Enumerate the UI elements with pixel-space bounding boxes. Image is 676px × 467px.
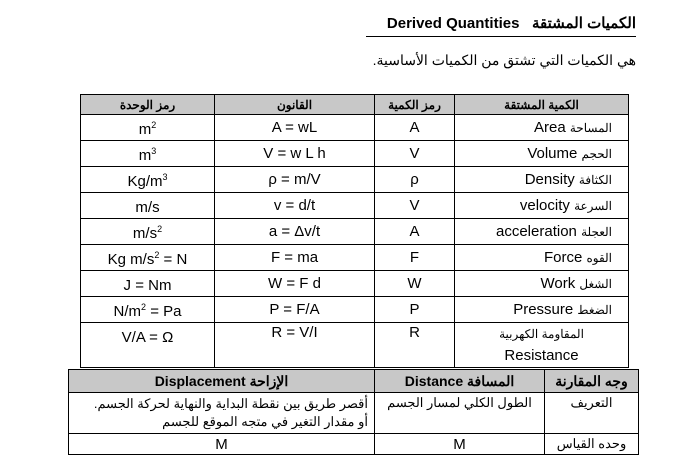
unit-cell [81, 193, 215, 219]
quantity-arabic: المساحة [569, 120, 612, 135]
law-cell: R = V/I [215, 323, 375, 368]
symbol-cell: W [375, 271, 455, 297]
quantity-english: Pressure [513, 300, 574, 318]
quantity-cell [455, 323, 629, 368]
unit-tail: = N [159, 251, 188, 268]
quantity-arabic: الشغل [579, 276, 612, 291]
quantity-cell [455, 245, 629, 271]
row-label-definition: التعريف [545, 393, 639, 434]
quantity-english: Work [540, 274, 576, 292]
table-row [69, 393, 639, 434]
table-row [81, 167, 629, 193]
quantity-english: Volume [527, 144, 578, 162]
header-displacement-ar: الإزاحة [249, 372, 289, 389]
unit-base: N/m [113, 303, 142, 320]
distance-definition: الطول الكلي لمسار الجسم [375, 393, 545, 434]
law-cell: A = wL [215, 115, 375, 141]
unit-base: m/s [132, 225, 158, 242]
table-row [81, 297, 629, 323]
unit-cell [81, 297, 215, 323]
symbol-cell: ρ [375, 167, 455, 193]
comparison-header-row [69, 370, 639, 393]
header-symbol: رمز الكمية [375, 95, 455, 115]
unit-exponent: 2 [154, 250, 160, 260]
table-row [81, 219, 629, 245]
header-distance-en: Distance [404, 372, 464, 389]
table-row [81, 141, 629, 167]
unit-base: V/A = Ω [121, 329, 174, 346]
quantity-english: velocity [519, 196, 570, 214]
unit-cell [81, 323, 215, 368]
symbol-cell: V [375, 193, 455, 219]
quantity-cell [455, 141, 629, 167]
unit-exponent: 2 [151, 120, 157, 130]
table-header-row [81, 95, 629, 115]
page-title [366, 14, 636, 37]
quantity-arabic: المقاومة الكهربية [499, 327, 584, 341]
unit-tail: = Pa [146, 303, 182, 320]
unit-exponent: 3 [151, 146, 157, 156]
quantity-arabic: السرعة [574, 198, 612, 213]
unit-base: Kg/m [127, 173, 163, 190]
unit-base: Kg m/s [107, 251, 155, 268]
symbol-cell: A [375, 115, 455, 141]
displacement-definition-line1: أقصر طريق بين نقطة البداية والنهاية لحركة الجسم. [93, 396, 368, 411]
table-row [81, 245, 629, 271]
displacement-definition-line2: أو مقدار التغير في متجه الموقع للجسم [162, 414, 368, 429]
quantity-cell [455, 271, 629, 297]
unit-base: m [138, 147, 152, 164]
quantity-arabic: الضغط [577, 302, 612, 317]
law-cell: F = ma [215, 245, 375, 271]
unit-cell [81, 141, 215, 167]
unit-exponent: 2 [141, 302, 147, 312]
table-row [81, 271, 629, 297]
quantity-cell [455, 115, 629, 141]
unit-base: J = Nm [123, 277, 172, 294]
header-distance [375, 370, 545, 393]
unit-base: m [138, 121, 152, 138]
header-quantity: الكمية المشتقة [455, 95, 629, 115]
symbol-cell: F [375, 245, 455, 271]
quantity-english: Area [534, 118, 566, 136]
displacement-unit: M [69, 434, 375, 455]
symbol-cell: A [375, 219, 455, 245]
quantity-cell [455, 297, 629, 323]
quantity-english: Resistance [504, 347, 579, 364]
symbol-cell: V [375, 141, 455, 167]
title-english: Derived Quantities [386, 15, 520, 32]
law-cell: v = d/t [215, 193, 375, 219]
quantity-cell [455, 219, 629, 245]
quantity-arabic: القوه [586, 250, 612, 265]
row-label-unit: وحده القياس [545, 434, 639, 455]
distance-unit: M [375, 434, 545, 455]
quantity-arabic: الحجم [581, 146, 612, 161]
header-law: القانون [215, 95, 375, 115]
unit-base: m/s [135, 199, 160, 216]
quantity-arabic: العجلة [581, 224, 612, 239]
law-cell: V = w L h [215, 141, 375, 167]
unit-exponent: 3 [162, 172, 168, 182]
symbol-cell: R [375, 323, 455, 368]
table-row [69, 434, 639, 455]
law-cell: a = Δv/t [215, 219, 375, 245]
unit-cell [81, 167, 215, 193]
displacement-definition [69, 393, 375, 434]
quantity-english: acceleration [496, 222, 577, 240]
quantity-cell [455, 167, 629, 193]
intro-text: هي الكميات التي تشتق من الكميات الأساسية. [372, 52, 636, 68]
unit-cell [81, 115, 215, 141]
header-unit: رمز الوحدة [81, 95, 215, 115]
law-cell: ρ = m/V [215, 167, 375, 193]
unit-cell [81, 245, 215, 271]
quantity-english: Force [543, 248, 583, 266]
unit-exponent: 2 [157, 224, 163, 234]
header-displacement [69, 370, 375, 393]
symbol-cell: P [375, 297, 455, 323]
quantity-english: Density [524, 170, 575, 188]
title-arabic: الكميات المشتقة [531, 15, 636, 32]
table-row [81, 323, 629, 368]
law-cell: W = F d [215, 271, 375, 297]
distance-displacement-table [68, 369, 639, 455]
unit-cell [81, 219, 215, 245]
header-aspect: وجه المقارنة [545, 370, 639, 393]
quantity-arabic: الكثافة [578, 172, 612, 187]
header-distance-ar: المسافة [467, 372, 515, 389]
header-displacement-en: Displacement [154, 372, 246, 389]
unit-cell [81, 271, 215, 297]
table-row [81, 115, 629, 141]
table-row [81, 193, 629, 219]
quantity-cell [455, 193, 629, 219]
derived-quantities-table [80, 94, 629, 368]
law-cell: P = F/A [215, 297, 375, 323]
